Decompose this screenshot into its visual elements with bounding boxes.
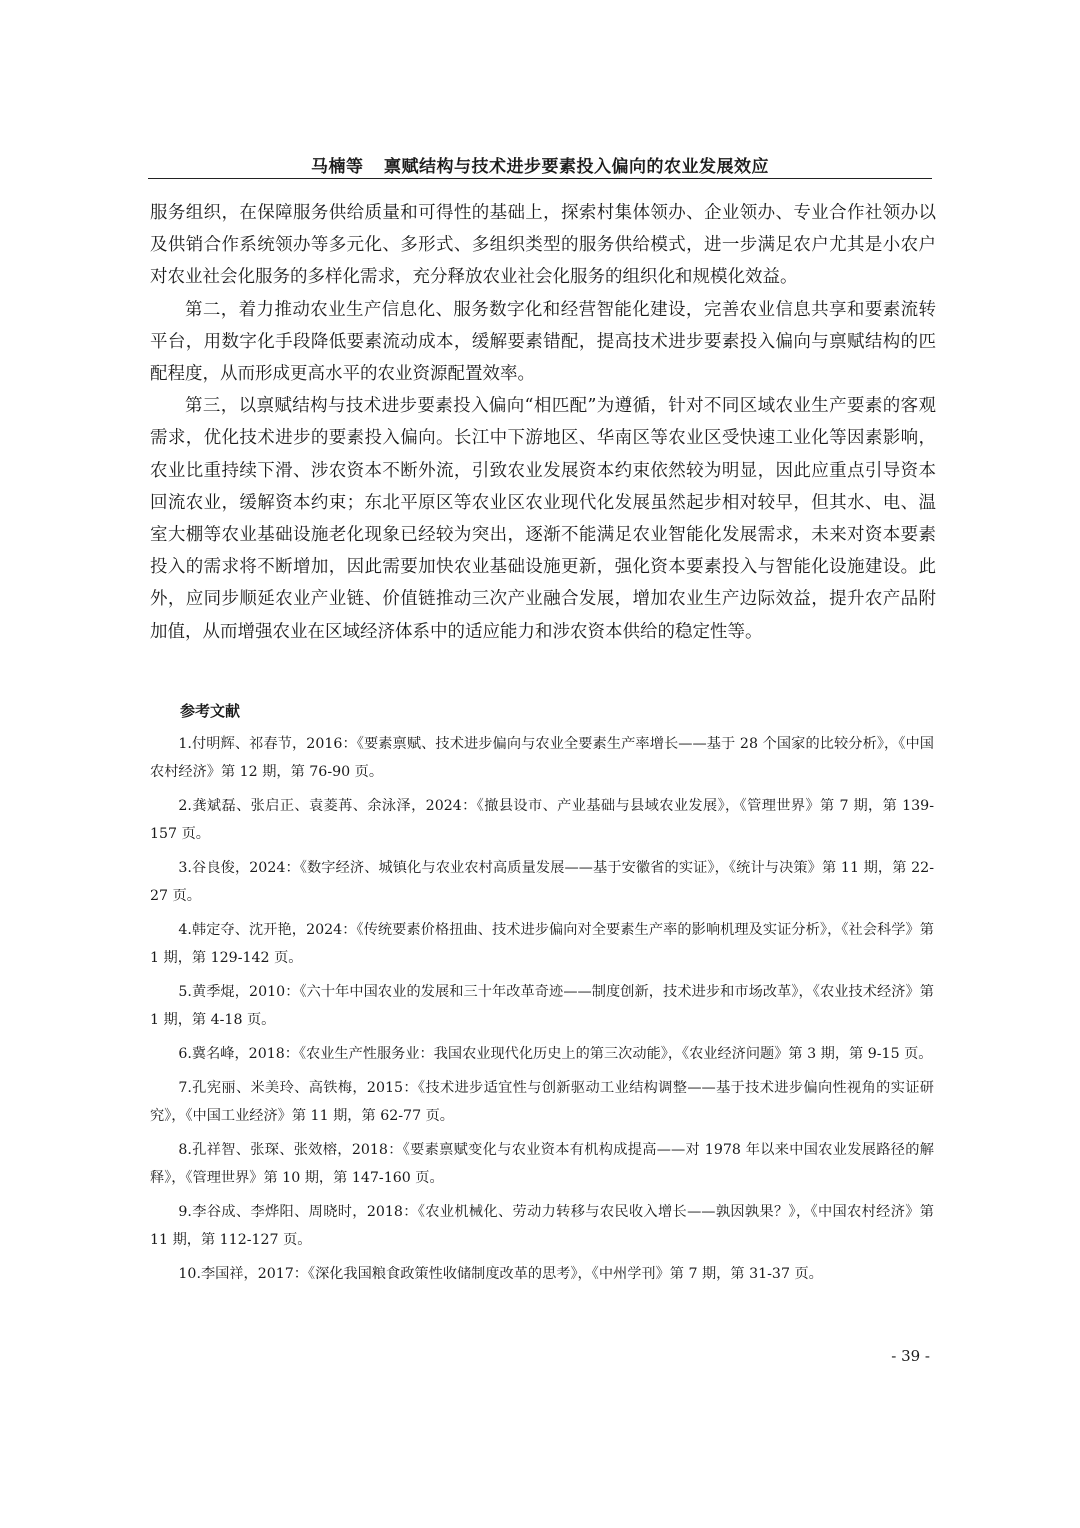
header-authors: 马楠等	[311, 157, 364, 177]
body-paragraph: 第二，着力推动农业生产信息化、服务数字化和经营智能化建设，完善农业信息共享和要素流转平台，用数字化手段降低要素流动成本，缓解要素错配，提高技术进步要素投入偏向与禀赋结构的匹配程度，从而形成更高水平的农业资源配置效率。	[150, 299, 936, 385]
reference-item: 3.谷良俊，2024：《数字经济、城镇化与农业农村高质量发展——基于安徽省的实证》，《统计与决策》第 11 期，第 22-27 页。	[150, 860, 934, 904]
header-title: 禀赋结构与技术进步要素投入偏向的农业发展效应	[383, 157, 769, 177]
reference-item: 2.龚斌磊、张启正、袁菱苒、余泳泽，2024：《撤县设市、产业基础与县域农业发展》，《管理世界》第 7 期，第 139-157 页。	[150, 798, 934, 842]
reference-item: 5.黄季焜，2010：《六十年中国农业的发展和三十年改革奇迹——制度创新，技术进步和市场改革》，《农业技术经济》第 1 期，第 4-18 页。	[150, 984, 934, 1028]
reference-item: 10.李国祥，2017：《深化我国粮食政策性收储制度改革的思考》，《中州学刊》第 7 期，第 31-37 页。	[178, 1266, 823, 1282]
page-number: - 39 -	[891, 1347, 930, 1365]
reference-item: 8.孔祥智、张琛、张效榕，2018：《要素禀赋变化与农业资本有机构成提高——对 1978 年以来中国农业发展路径的解释》，《管理世界》第 10 期，第 147-160 页。	[150, 1142, 934, 1186]
running-header	[148, 152, 932, 177]
reference-item: 4.韩定夺、沈开艳，2024：《传统要素价格扭曲、技术进步偏向对全要素生产率的影响机理及实证分析》，《社会科学》第 1 期，第 129-142 页。	[150, 922, 934, 966]
header-rule	[148, 178, 932, 179]
reference-item: 6.冀名峰，2018：《农业生产性服务业：我国农业现代化历史上的第三次动能》，《农业经济问题》第 3 期，第 9-15 页。	[178, 1046, 933, 1062]
reference-item: 7.孔宪丽、米美玲、高铁梅，2015：《技术进步适宜性与创新驱动工业结构调整——基于技术进步偏向性视角的实证研究》，《中国工业经济》第 11 期，第 62-77 页。	[150, 1080, 934, 1124]
references-title: 参考文献	[180, 702, 241, 720]
reference-item: 1.付明辉、祁春节，2016：《要素禀赋、技术进步偏向与农业全要素生产率增长——基于 28 个国家的比较分析》，《中国农村经济》第 12 期，第 76-90 页。	[150, 736, 934, 780]
reference-item: 9.李谷成、李烨阳、周晓时，2018：《农业机械化、劳动力转移与农民收入增长——孰因孰果？》，《中国农村经济》第 11 期，第 112-127 页。	[150, 1204, 934, 1248]
body-text	[150, 197, 936, 648]
body-paragraph: 服务组织，在保障服务供给质量和可得性的基础上，探索村集体领办、企业领办、专业合作社领办以及供销合作系统领办等多元化、多形式、多组织类型的服务供给模式，进一步满足农户尤其是小农户对农业社会化服务的多样化需求，充分释放农业社会化服务的组织化和规模化效益。	[150, 203, 936, 288]
references-list	[150, 730, 934, 1294]
body-paragraph: 第三，以禀赋结构与技术进步要素投入偏向“相匹配”为遵循，针对不同区域农业生产要素的客观需求，优化技术进步的要素投入偏向。长江中下游地区、华南区等农业区受快速工业化等因素影响，农业比重持续下滑、涉农资本不断外流，引致农业发展资本约束依然较为明显，因此应重点引导资本回流农业，缓解资本约束；东北平原区等农业区农业现代化发展虽然起步相对较早，但其水、电、温室大棚等农业基础设施老化现象已经较为突出，逐渐不能满足农业智能化发展需求，未来对资本要素投入的需求将不断增加，因此需要加快农业基础设施更新，强化资本要素投入与智能化设施建设。此外，应同步顺延农业产业链、价值链推动三次产业融合发展，增加农业生产边际效益，提升农产品附加值，从而增强农业在区域经济体系中的适应能力和涉农资本供给的稳定性等。	[150, 396, 936, 642]
